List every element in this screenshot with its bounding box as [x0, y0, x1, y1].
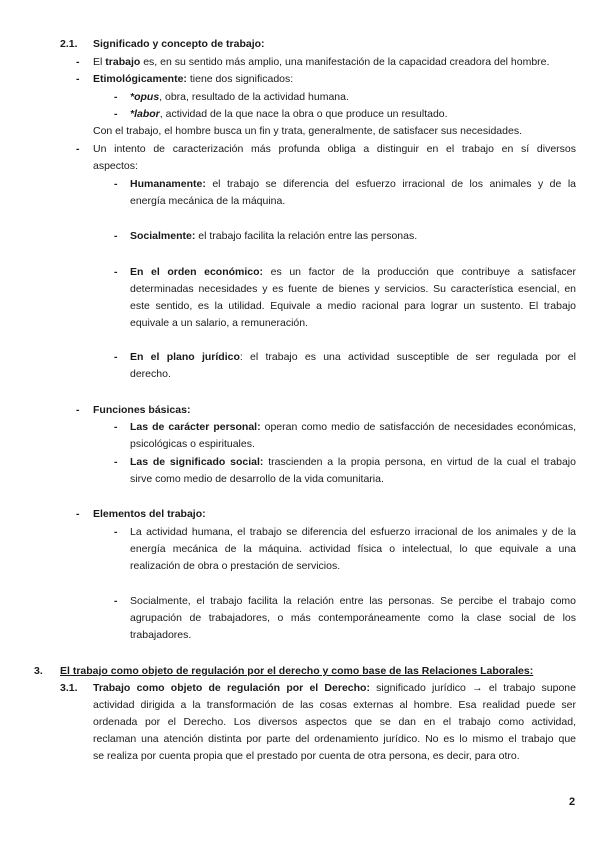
element-b-line-1: Socialmente, el trabajo facilita la relación entre las personas. Se percibe el trabajo como — [130, 595, 576, 607]
social-function-line-2: sirve como medio de desarrollo de la vida comunitaria. — [130, 473, 384, 485]
characterization-line-1: Un intento de caracterización más profunda obliga a distinguir en el trabajo en sí diversos — [93, 143, 576, 155]
element-a-line-3: realización de obra o prestación de servicios. — [130, 560, 341, 572]
bullet-dash: - — [114, 421, 118, 433]
bullet-dash: - — [76, 143, 80, 155]
bullet-dash: - — [114, 91, 118, 103]
bullet-dash: - — [76, 56, 80, 68]
bullet-dash: - — [114, 595, 118, 607]
section-title: Significado y concepto de trabajo: — [93, 38, 265, 50]
bullet-dash: - — [114, 456, 118, 468]
economic-line-2: determinadas necesidades y es fuente de bienes y servicios. Su característica esencial, en — [130, 283, 576, 295]
section-3-1-line-1: Trabajo como objeto de regulación por el Derecho: significado jurídico → el trabajo supone — [93, 682, 576, 694]
bullet-dash: - — [114, 526, 118, 538]
opus-line: *opus, obra, resultado de la actividad humana. — [130, 91, 349, 103]
personal-function-line-2: psicológicas o espirituales. — [130, 438, 255, 450]
element-a-line-1: La actividad humana, el trabajo se diferencia del esfuerzo irracional de los animales y de la — [130, 526, 576, 538]
legal-line-2: derecho. — [130, 368, 171, 380]
section-2-1-heading — [60, 37, 78, 51]
element-b-line-3: trabajadores. — [130, 629, 192, 641]
section-3-1-line-3: ordenada por el Derecho. Los diversos aspectos que se dan en el trabajo como actividad, — [93, 716, 576, 728]
etymology-line: Etimológicamente: tiene dos significados: — [93, 73, 294, 85]
section-3-title: El trabajo como objeto de regulación por el derecho y como base de las Relaciones Laborales: — [60, 665, 534, 677]
bullet-dash: - — [76, 404, 80, 416]
bullet-dash: - — [76, 508, 80, 520]
section-3-1-line-4: reclaman una atención distinta por parte del ordenamiento jurídico. No es lo mismo el trabajo que — [93, 733, 576, 745]
bullet-dash: - — [114, 351, 118, 363]
section-3-1-line-2: actividad dirigida a la transformación de las cosas externas al hombre. Esa realidad puede ser — [93, 699, 576, 711]
characterization-line-2: aspectos: — [93, 160, 138, 172]
legal-line-1: En el plano jurídico: el trabajo es una actividad susceptible de ser regulada por el — [130, 351, 576, 363]
bullet-dash: - — [114, 230, 118, 242]
section-3-number: 3. — [34, 665, 43, 677]
economic-line-1: En el orden económico: es un factor de la producción que contribuye a satisfacer — [130, 266, 576, 278]
bullet-dash: - — [114, 266, 118, 278]
bullet-dash: - — [114, 108, 118, 120]
elements-heading: Elementos del trabajo: — [93, 508, 206, 520]
definition-line: El trabajo es, en su sentido más amplio, una manifestación de la capacidad creadora del hombre. — [93, 56, 550, 68]
section-3-1-line-5: se realiza por cuenta propia que el prestado por cuenta de otra persona, es decir, para otro. — [93, 750, 520, 762]
economic-line-3: este sentido, es la utilidad. Equivale a medio racional para lograr un sustento. El trabajo — [130, 300, 576, 312]
element-b-line-2: agrupación de trabajadores, o más contemporáneamente como la clase social de los — [130, 612, 576, 624]
purpose-line: Con el trabajo, el hombre busca un fin y trata, generalmente, de satisfacer sus necesidades. — [93, 125, 522, 137]
humanly-line-1: Humanamente: el trabajo se diferencia del esfuerzo irracional de los animales y de la — [130, 178, 576, 190]
section-3-1-number: 3.1. — [60, 682, 78, 694]
functions-heading: Funciones básicas: — [93, 404, 191, 416]
element-a-line-2: energía mecánica de la máquina. actividad física o intelectual, lo que equivale a una — [130, 543, 576, 555]
section-number: 2.1. — [60, 38, 78, 50]
economic-line-4: equivale a un salario, a remuneración. — [130, 317, 309, 329]
social-function-line-1: Las de significado social: trascienden a la propia persona, en virtud de la cual el trabajo — [130, 456, 576, 468]
socially-line: Socialmente: el trabajo facilita la relación entre las personas. — [130, 230, 418, 242]
personal-function-line-1: Las de carácter personal: operan como medio de satisfacción de necesidades económicas, — [130, 421, 576, 433]
labor-line: *labor, actividad de la que nace la obra o que produce un resultado. — [130, 108, 448, 120]
humanly-line-2: energía mecánica de la máquina. — [130, 195, 286, 207]
page-number: 2 — [569, 796, 576, 808]
bullet-dash: - — [76, 73, 80, 85]
bullet-dash: - — [114, 178, 118, 190]
